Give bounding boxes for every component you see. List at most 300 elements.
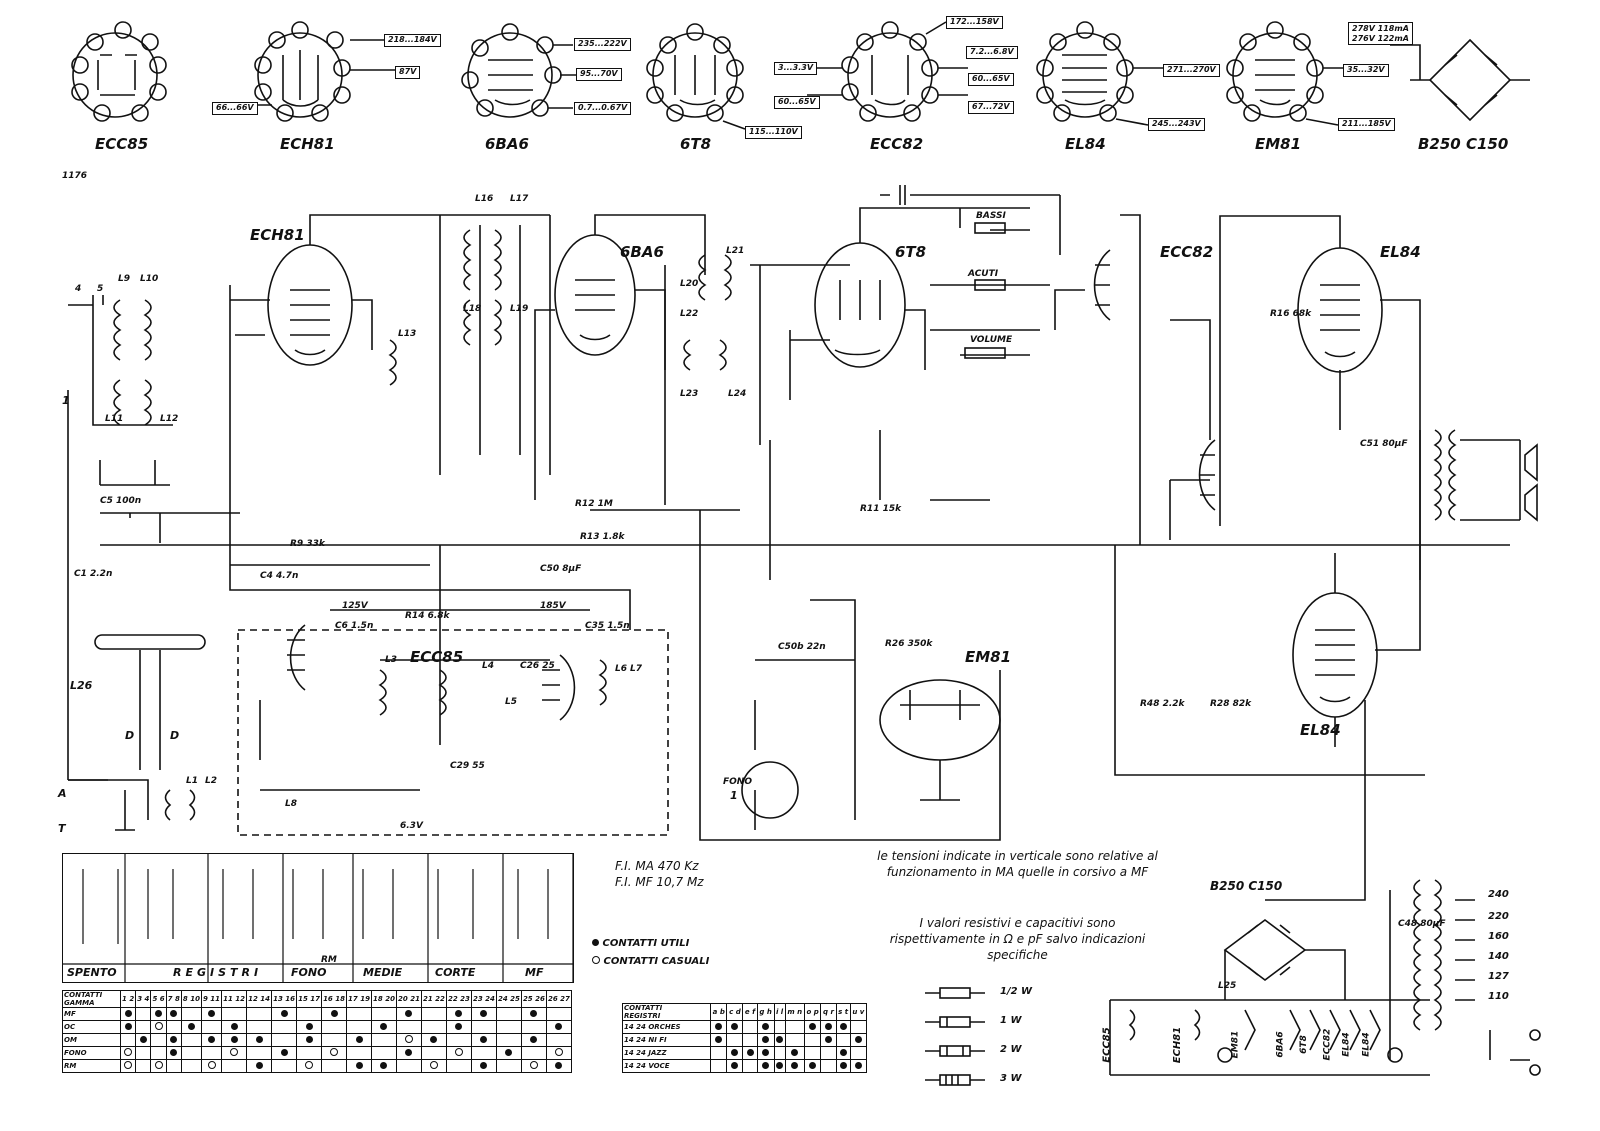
contact-useful-icon bbox=[231, 1023, 238, 1030]
contact-cell bbox=[421, 1060, 446, 1073]
contact-useful-icon bbox=[380, 1023, 387, 1030]
coil-label: L7 bbox=[630, 664, 642, 674]
contact-cell bbox=[757, 1047, 774, 1060]
contact-cell bbox=[804, 1021, 821, 1034]
contact-cell bbox=[521, 1008, 546, 1021]
col-header: 8 10 bbox=[181, 991, 201, 1008]
contact-cell bbox=[372, 1060, 397, 1073]
contact-cell bbox=[785, 1047, 804, 1060]
contact-cell bbox=[121, 1021, 136, 1034]
row-label: OM bbox=[63, 1034, 121, 1047]
contact-cell bbox=[471, 1008, 496, 1021]
contact-cell bbox=[521, 1021, 546, 1034]
tube-label-ecc82: ECC82 bbox=[1160, 243, 1214, 261]
contact-cell bbox=[272, 1047, 297, 1060]
contact-cell bbox=[272, 1060, 297, 1073]
contact-cell bbox=[297, 1060, 322, 1073]
band-fono: FONO bbox=[291, 966, 327, 979]
contact-cell bbox=[496, 1021, 521, 1034]
table-row bbox=[623, 1060, 867, 1073]
coil-label: L3 bbox=[385, 655, 397, 665]
contact-cell bbox=[774, 1021, 785, 1034]
contact-casual-icon bbox=[155, 1061, 163, 1069]
col-header: 15 17 bbox=[297, 991, 322, 1008]
contact-useful-icon bbox=[331, 1010, 338, 1017]
contact-cell bbox=[757, 1034, 774, 1047]
contact-cell bbox=[222, 1047, 247, 1060]
contact-cell bbox=[743, 1034, 757, 1047]
contact-cell bbox=[757, 1021, 774, 1034]
resistor-label: R26 350k bbox=[885, 639, 933, 649]
contact-useful-icon bbox=[281, 1049, 288, 1056]
contact-useful-icon bbox=[125, 1023, 132, 1030]
contact-useful-icon bbox=[455, 1023, 462, 1030]
contact-cell bbox=[297, 1008, 322, 1021]
contact-useful-icon bbox=[555, 1023, 562, 1030]
tube-label-ech81: ECH81 bbox=[250, 226, 305, 244]
contact-cell bbox=[850, 1021, 866, 1034]
table-row bbox=[623, 1034, 867, 1047]
contact-cell bbox=[471, 1021, 496, 1034]
contact-cell bbox=[446, 1060, 471, 1073]
voltage-box: 95...70V bbox=[576, 68, 622, 81]
coil-label: L19 bbox=[510, 304, 529, 314]
contact-casual-icon bbox=[330, 1048, 338, 1056]
filament-ecc85: ECC85 bbox=[1101, 1027, 1113, 1063]
contact-casual-icon bbox=[230, 1048, 238, 1056]
contact-cell bbox=[121, 1047, 136, 1060]
row-label: RM bbox=[63, 1060, 121, 1073]
contact-useful-icon bbox=[715, 1036, 722, 1043]
contact-cell bbox=[471, 1034, 496, 1047]
contact-casual-icon bbox=[455, 1048, 463, 1056]
contact-useful-icon bbox=[170, 1036, 177, 1043]
header-contatti: CONTATTI bbox=[624, 1004, 663, 1012]
contact-cell bbox=[247, 1008, 272, 1021]
contact-useful-icon bbox=[530, 1036, 537, 1043]
contact-cell bbox=[850, 1034, 866, 1047]
col-header: e f bbox=[743, 1004, 757, 1021]
contact-cell bbox=[222, 1034, 247, 1047]
contact-cell bbox=[804, 1034, 821, 1047]
contact-useful-icon bbox=[791, 1062, 798, 1069]
wattage-1: 1 W bbox=[1000, 1015, 1022, 1026]
contact-useful-icon bbox=[791, 1049, 798, 1056]
contact-cell bbox=[743, 1047, 757, 1060]
socket-ecc82 bbox=[807, 22, 968, 121]
contact-cell bbox=[222, 1021, 247, 1034]
registri-contact-table bbox=[622, 1003, 867, 1073]
contact-cell bbox=[711, 1047, 727, 1060]
contact-cell bbox=[272, 1008, 297, 1021]
col-header: 5 6 bbox=[151, 991, 166, 1008]
capacitor-label: C35 1.5n bbox=[585, 621, 630, 631]
terminal-1b: 1 bbox=[730, 789, 738, 802]
col-header: 24 25 bbox=[496, 991, 521, 1008]
contact-cell bbox=[727, 1047, 743, 1060]
contact-cell bbox=[151, 1034, 166, 1047]
terminal-d: D bbox=[170, 729, 180, 742]
tube-label-ecc85: ECC85 bbox=[410, 648, 464, 666]
contact-useful-icon bbox=[731, 1049, 738, 1056]
coil-label: L13 bbox=[398, 329, 417, 339]
band-registri: REGISTRI bbox=[173, 966, 263, 979]
coil-label: L2 bbox=[205, 776, 217, 786]
resistor-label: R13 1.8k bbox=[580, 532, 625, 542]
contact-cell bbox=[521, 1034, 546, 1047]
open-ring-icon bbox=[592, 956, 600, 964]
contact-cell bbox=[222, 1060, 247, 1073]
contact-cell bbox=[372, 1008, 397, 1021]
contact-cell bbox=[836, 1021, 850, 1034]
coil-label: L12 bbox=[160, 414, 179, 424]
contact-useful-icon bbox=[170, 1010, 177, 1017]
contact-useful-icon bbox=[380, 1062, 387, 1069]
capacitor-label: C4 4.7n bbox=[260, 571, 299, 581]
coil-label: L20 bbox=[680, 279, 699, 289]
contact-cell bbox=[136, 1008, 151, 1021]
voltage-box: 271...270V bbox=[1163, 64, 1220, 77]
coil-label: L5 bbox=[505, 697, 517, 707]
contact-cell bbox=[546, 1047, 571, 1060]
band-rm: RM bbox=[321, 955, 337, 965]
contact-cell bbox=[181, 1008, 201, 1021]
contact-useful-icon bbox=[855, 1062, 862, 1069]
contact-casual-icon bbox=[305, 1061, 313, 1069]
voltage-box: 235...222V bbox=[574, 38, 631, 51]
contact-useful-icon bbox=[188, 1023, 195, 1030]
tube-label-em81: EM81 bbox=[965, 648, 1012, 666]
capacitor-label: C5 100n bbox=[100, 496, 142, 506]
contact-cell bbox=[297, 1034, 322, 1047]
contact-cell bbox=[446, 1008, 471, 1021]
contact-cell bbox=[297, 1021, 322, 1034]
contact-useful-icon bbox=[430, 1036, 437, 1043]
filled-dot-icon bbox=[592, 939, 599, 946]
contact-cell bbox=[421, 1034, 446, 1047]
table-row bbox=[623, 1004, 867, 1021]
table-row bbox=[63, 1047, 572, 1060]
contact-cell bbox=[247, 1047, 272, 1060]
socket-em81 bbox=[1227, 22, 1343, 125]
contact-useful-icon bbox=[855, 1036, 862, 1043]
coil-label: L26 bbox=[70, 679, 93, 692]
contact-cell bbox=[151, 1021, 166, 1034]
col-header: 9 11 bbox=[201, 991, 221, 1008]
contact-cell bbox=[247, 1034, 272, 1047]
filament-el84: EL84 bbox=[1341, 1032, 1352, 1057]
socket-label-ech81: ECH81 bbox=[280, 135, 335, 153]
contact-cell bbox=[496, 1047, 521, 1060]
contact-cell bbox=[396, 1060, 421, 1073]
contact-cell bbox=[774, 1060, 785, 1073]
voltage-box: 66...66V bbox=[212, 102, 258, 115]
coil-label: L24 bbox=[728, 389, 747, 399]
resistor-label: R16 68k bbox=[1270, 309, 1312, 319]
wattage-symbols bbox=[925, 988, 985, 1085]
coil-label: L8 bbox=[285, 799, 297, 809]
table-row bbox=[63, 1060, 572, 1073]
page-number: 1176 bbox=[62, 171, 88, 181]
contact-useful-icon bbox=[281, 1010, 288, 1017]
terminal-4: 4 bbox=[75, 284, 82, 294]
contact-useful-icon bbox=[762, 1062, 769, 1069]
voltage-box: 211...185V bbox=[1338, 118, 1395, 131]
contact-useful-icon bbox=[480, 1036, 487, 1043]
band-mf: MF bbox=[525, 966, 544, 979]
contact-cell bbox=[121, 1060, 136, 1073]
contact-cell bbox=[421, 1021, 446, 1034]
contact-useful-icon bbox=[762, 1023, 769, 1030]
gamma-contact-table bbox=[62, 990, 572, 1073]
coil-label: L17 bbox=[510, 194, 529, 204]
contact-cell bbox=[372, 1047, 397, 1060]
col-header: o p bbox=[804, 1004, 821, 1021]
contact-cell bbox=[546, 1060, 571, 1073]
contact-useful-icon bbox=[306, 1036, 313, 1043]
band-spento: SPENTO bbox=[67, 966, 117, 979]
voltage-63: 6.3V bbox=[400, 821, 423, 831]
voltage-box: 60...65V bbox=[774, 96, 820, 109]
voltage-box: 35...32V bbox=[1343, 64, 1389, 77]
contact-cell bbox=[136, 1047, 151, 1060]
contact-cell bbox=[136, 1034, 151, 1047]
capacitor-label: C6 1.5n bbox=[335, 621, 374, 631]
contact-useful-icon bbox=[731, 1023, 738, 1030]
contact-cell bbox=[322, 1008, 347, 1021]
contact-cell bbox=[347, 1021, 372, 1034]
contact-cell bbox=[821, 1047, 836, 1060]
col-header: 17 19 bbox=[347, 991, 372, 1008]
contact-useful-icon bbox=[731, 1062, 738, 1069]
contact-useful-icon bbox=[555, 1062, 562, 1069]
contact-cell bbox=[322, 1021, 347, 1034]
contact-cell bbox=[121, 1008, 136, 1021]
col-header: 18 20 bbox=[372, 991, 397, 1008]
socket-label-el84: EL84 bbox=[1065, 135, 1106, 153]
socket-6ba6 bbox=[462, 24, 576, 117]
tap-140: 140 bbox=[1488, 951, 1509, 962]
filament-em81: EM81 bbox=[1230, 1030, 1241, 1059]
control-volume: VOLUME bbox=[970, 335, 1013, 345]
row-label: 14 24 NI FI bbox=[623, 1034, 711, 1047]
terminal-1: 1 bbox=[62, 394, 70, 407]
contact-cell bbox=[151, 1060, 166, 1073]
contact-cell bbox=[471, 1047, 496, 1060]
coil-label: L16 bbox=[475, 194, 494, 204]
contact-cell bbox=[446, 1034, 471, 1047]
rectifier-current-box bbox=[1348, 22, 1413, 45]
contact-cell bbox=[166, 1060, 181, 1073]
contact-cell bbox=[711, 1034, 727, 1047]
coil-label: L10 bbox=[140, 274, 159, 284]
capacitor-label: C29 55 bbox=[450, 761, 485, 771]
contact-useful-icon bbox=[809, 1062, 816, 1069]
contact-useful-icon bbox=[809, 1023, 816, 1030]
contact-cell bbox=[201, 1047, 221, 1060]
tube-label-rectifier: B250 C150 bbox=[1210, 879, 1283, 893]
contact-cell bbox=[272, 1021, 297, 1034]
contact-useful-icon bbox=[170, 1049, 177, 1056]
contact-cell bbox=[727, 1034, 743, 1047]
legend-casual-label: CONTATTI CASUALI bbox=[603, 956, 710, 967]
contact-useful-icon bbox=[231, 1036, 238, 1043]
row-label: OC bbox=[63, 1021, 121, 1034]
coil-label: L23 bbox=[680, 389, 699, 399]
contact-cell bbox=[181, 1021, 201, 1034]
value-note: I valori resistivi e capacitivi sono rispettivamente in Ω e pF salvo indicazioni specifiche bbox=[889, 916, 1146, 963]
capacitor-label: C50 8μF bbox=[540, 564, 582, 574]
contact-cell bbox=[743, 1060, 757, 1073]
row-label: 14 24 JAZZ bbox=[623, 1047, 711, 1060]
contact-cell bbox=[546, 1034, 571, 1047]
contact-cell bbox=[727, 1060, 743, 1073]
resistor-label: R11 15k bbox=[860, 504, 902, 514]
table-row bbox=[63, 1034, 572, 1047]
contact-cell bbox=[496, 1008, 521, 1021]
contact-cell bbox=[836, 1034, 850, 1047]
contact-useful-icon bbox=[480, 1010, 487, 1017]
contact-useful-icon bbox=[762, 1049, 769, 1056]
col-header: 11 12 bbox=[222, 991, 247, 1008]
table-row bbox=[63, 1021, 572, 1034]
voltage-box: 218...184V bbox=[384, 34, 441, 47]
row-label: MF bbox=[63, 1008, 121, 1021]
contact-cell bbox=[297, 1047, 322, 1060]
contact-cell bbox=[821, 1060, 836, 1073]
contact-useful-icon bbox=[356, 1036, 363, 1043]
voltage-box: 7.2...6.8V bbox=[966, 46, 1018, 59]
voltage-box: 3...3.3V bbox=[774, 62, 817, 75]
col-header: 21 22 bbox=[421, 991, 446, 1008]
contact-cell bbox=[136, 1021, 151, 1034]
contact-casual-icon bbox=[124, 1048, 132, 1056]
contact-cell bbox=[396, 1021, 421, 1034]
contact-useful-icon bbox=[208, 1010, 215, 1017]
contact-cell bbox=[521, 1060, 546, 1073]
voltage-box: 67...72V bbox=[968, 101, 1014, 114]
col-header: 3 4 bbox=[136, 991, 151, 1008]
contact-cell bbox=[850, 1060, 866, 1073]
coil-label: L9 bbox=[118, 274, 130, 284]
coil-label: L1 bbox=[186, 776, 198, 786]
filament-6t8: 6T8 bbox=[1298, 1035, 1309, 1054]
contact-cell bbox=[785, 1021, 804, 1034]
tap-110: 110 bbox=[1488, 991, 1509, 1002]
contact-cell bbox=[347, 1008, 372, 1021]
contact-cell bbox=[322, 1060, 347, 1073]
contact-cell bbox=[136, 1060, 151, 1073]
contact-cell bbox=[201, 1021, 221, 1034]
contact-cell bbox=[121, 1034, 136, 1047]
col-header: c d bbox=[727, 1004, 743, 1021]
contact-useful-icon bbox=[530, 1010, 537, 1017]
contact-cell bbox=[347, 1047, 372, 1060]
contact-useful-icon bbox=[256, 1036, 263, 1043]
wattage-2: 2 W bbox=[1000, 1044, 1022, 1055]
contact-useful-icon bbox=[208, 1036, 215, 1043]
voltage-125: 125V bbox=[342, 601, 368, 611]
contact-cell bbox=[821, 1021, 836, 1034]
contact-useful-icon bbox=[776, 1062, 783, 1069]
voltage-box: 245...243V bbox=[1148, 118, 1205, 131]
contact-cell bbox=[804, 1060, 821, 1073]
tube-label-el84-bottom: EL84 bbox=[1300, 721, 1341, 739]
contact-cell bbox=[711, 1021, 727, 1034]
contact-cell bbox=[396, 1034, 421, 1047]
socket-el84 bbox=[1037, 22, 1163, 125]
contact-useful-icon bbox=[840, 1049, 847, 1056]
contact-useful-icon bbox=[256, 1062, 263, 1069]
socket-label-rectifier: B250 C150 bbox=[1418, 135, 1509, 153]
coil-label: L21 bbox=[726, 246, 745, 256]
table-row bbox=[623, 1047, 867, 1060]
filament-ech81: ECH81 bbox=[1172, 1026, 1184, 1064]
legend-contacts-casual bbox=[592, 956, 709, 967]
contact-cell bbox=[151, 1047, 166, 1060]
row-label: 14 24 ORCHES bbox=[623, 1021, 711, 1034]
contact-useful-icon bbox=[405, 1010, 412, 1017]
voltage-box: 115...110V bbox=[745, 126, 802, 139]
filament-6ba6: 6BA6 bbox=[1275, 1031, 1286, 1058]
resistor-label: R48 2.2k bbox=[1140, 699, 1185, 709]
contact-useful-icon bbox=[715, 1023, 722, 1030]
contact-cell bbox=[347, 1034, 372, 1047]
col-header: 22 23 bbox=[446, 991, 471, 1008]
terminal-fono: FONO bbox=[723, 777, 752, 787]
contact-cell bbox=[711, 1060, 727, 1073]
tap-220: 220 bbox=[1488, 911, 1509, 922]
resistor-label: R12 1M bbox=[575, 499, 613, 509]
contact-useful-icon bbox=[480, 1062, 487, 1069]
terminal-5: 5 bbox=[97, 284, 104, 294]
contact-cell bbox=[396, 1047, 421, 1060]
col-header: a b bbox=[711, 1004, 727, 1021]
switch-band-table bbox=[62, 853, 574, 983]
coil-label: L25 bbox=[1218, 981, 1237, 991]
contact-casual-icon bbox=[530, 1061, 538, 1069]
col-header: i l bbox=[774, 1004, 785, 1021]
contact-cell bbox=[322, 1047, 347, 1060]
wattage-3: 3 W bbox=[1000, 1073, 1022, 1084]
contact-cell bbox=[166, 1008, 181, 1021]
resistor-label: R9 33k bbox=[290, 539, 325, 549]
capacitor-label: C48 80μF bbox=[1398, 919, 1446, 929]
contact-cell bbox=[496, 1034, 521, 1047]
coil-label: L6 bbox=[615, 664, 627, 674]
voltage-185: 185V bbox=[540, 601, 566, 611]
capacitor-label: C50b 22n bbox=[778, 642, 826, 652]
resistor-label: R14 6.8k bbox=[405, 611, 450, 621]
rectifier-bridge bbox=[1390, 40, 1530, 120]
contact-cell bbox=[836, 1047, 850, 1060]
table-row bbox=[623, 1021, 867, 1034]
capacitor-label: C51 80μF bbox=[1360, 439, 1408, 449]
tap-127: 127 bbox=[1488, 971, 1509, 982]
if-note-am: F.I. MA 470 Kz bbox=[615, 859, 699, 873]
col-header: 20 21 bbox=[396, 991, 421, 1008]
contact-cell bbox=[151, 1008, 166, 1021]
switch-band-grid bbox=[63, 854, 573, 982]
contact-cell bbox=[347, 1060, 372, 1073]
col-header: 1 2 bbox=[121, 991, 136, 1008]
contact-cell bbox=[322, 1034, 347, 1047]
contact-cell bbox=[785, 1060, 804, 1073]
contact-cell bbox=[272, 1034, 297, 1047]
terminal-d: D bbox=[125, 729, 135, 742]
contact-cell bbox=[181, 1034, 201, 1047]
contact-cell bbox=[247, 1021, 272, 1034]
